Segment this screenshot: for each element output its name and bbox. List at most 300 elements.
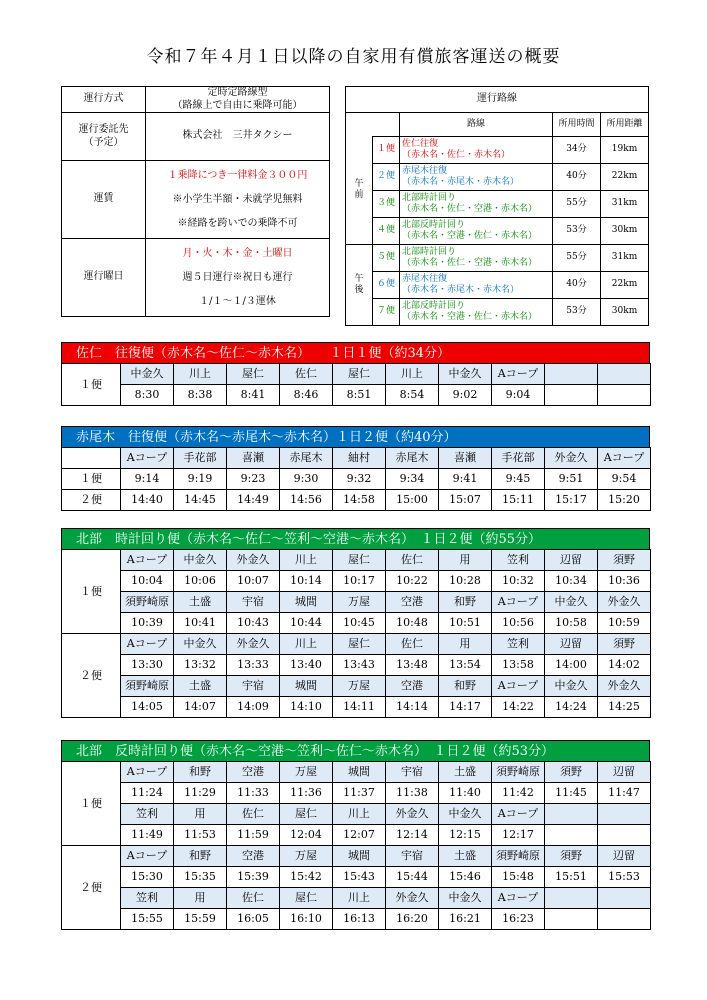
departure-time: 15:46 xyxy=(439,867,492,888)
route-name xyxy=(400,245,553,272)
departure-time: 10:39 xyxy=(121,613,174,634)
route-name-sub: （赤木名・空港・佐仁・赤木名） xyxy=(402,312,538,322)
departure-time: 15:42 xyxy=(280,867,333,888)
stop-name xyxy=(545,804,598,825)
stop-name: 佐仁 xyxy=(386,550,439,571)
route-name-sub: （赤木名・空港・佐仁・赤木名） xyxy=(402,231,538,241)
departure-time xyxy=(598,825,651,846)
stop-name: 空港 xyxy=(386,592,439,613)
stop-name: 須野 xyxy=(545,846,598,867)
timetable xyxy=(61,761,651,930)
route-name xyxy=(400,164,553,191)
departure-time: 15:35 xyxy=(174,867,227,888)
operation-overview-table xyxy=(61,86,330,317)
departure-time: 8:54 xyxy=(386,385,439,406)
stop-name: 宇宿 xyxy=(386,762,439,783)
route-bin: ３便 xyxy=(373,191,400,218)
route-time: 53分 xyxy=(553,218,601,245)
departure-time: 11:42 xyxy=(492,783,545,804)
departure-time: 9:51 xyxy=(545,469,598,490)
stop-name: 万屋 xyxy=(280,846,333,867)
stop-name: 川上 xyxy=(174,364,227,385)
stop-name: 屋仁 xyxy=(333,364,386,385)
time-row xyxy=(62,490,651,511)
section-title: 赤尾木 往復便（赤木名～赤尾木～赤木名）１日２便（約40分） xyxy=(61,426,650,447)
departure-time: 16:20 xyxy=(386,909,439,930)
departure-time: 14:02 xyxy=(598,655,651,676)
stop-name: 辺留 xyxy=(545,634,598,655)
departure-time: 14:09 xyxy=(227,697,280,718)
departure-time: 14:10 xyxy=(280,697,333,718)
departure-time: 10:34 xyxy=(545,571,598,592)
departure-time: 13:40 xyxy=(280,655,333,676)
departure-time: 15:39 xyxy=(227,867,280,888)
stop-name xyxy=(545,364,598,385)
stop-name: 屋仁 xyxy=(227,364,280,385)
section-title: 北部 反時計回り便（赤木名～空港～笠利～佐仁～赤木名） １日２便（約53分） xyxy=(61,740,650,761)
departure-time: 11:36 xyxy=(280,783,333,804)
route-name-sub: （赤木名・佐仁・空港・赤木名） xyxy=(402,258,538,268)
departure-time: 14:17 xyxy=(439,697,492,718)
stop-name: Aコープ xyxy=(492,592,545,613)
route-name-sub: （赤木名・赤尾木・赤木名） xyxy=(402,285,520,295)
stop-name: 笠利 xyxy=(121,888,174,909)
stop-name: 川上 xyxy=(333,804,386,825)
departure-time: 16:10 xyxy=(280,909,333,930)
col-time: 所用時間 xyxy=(553,113,601,137)
stop-name: 宇宿 xyxy=(227,676,280,697)
stop-name: 笠利 xyxy=(121,804,174,825)
stop-name: 屋仁 xyxy=(333,550,386,571)
stop-name: 喜瀬 xyxy=(439,448,492,469)
departure-time: 11:37 xyxy=(333,783,386,804)
run-label: ２便 xyxy=(62,490,121,511)
departure-time: 10:06 xyxy=(174,571,227,592)
time-row xyxy=(62,385,651,406)
stop-name: 中金久 xyxy=(121,364,174,385)
departure-time: 15:11 xyxy=(492,490,545,511)
departure-time: 13:32 xyxy=(174,655,227,676)
stop-name: 川上 xyxy=(386,364,439,385)
departure-time: 15:55 xyxy=(121,909,174,930)
departure-time: 11:38 xyxy=(386,783,439,804)
route-name-sub: （赤木名・赤尾木・赤木名） xyxy=(402,177,520,187)
departure-time: 10:59 xyxy=(598,613,651,634)
stop-name: 和野 xyxy=(174,762,227,783)
stop-name: Aコープ xyxy=(492,364,545,385)
timetable-section xyxy=(61,740,650,930)
days-label: 運行曜日 xyxy=(62,239,146,317)
stop-row xyxy=(62,804,651,825)
departure-time: 12:07 xyxy=(333,825,386,846)
stop-name: 辺留 xyxy=(545,550,598,571)
days-line: １/１～１/３運休 xyxy=(199,295,276,307)
stop-name: 万屋 xyxy=(333,676,386,697)
operation-label: 運行方式 xyxy=(62,87,146,113)
timetable-section xyxy=(61,342,650,406)
time-row xyxy=(62,469,651,490)
route-distance: 30km xyxy=(601,299,649,326)
contractor-label: 運行委託先 （予定） xyxy=(62,113,146,161)
stop-name xyxy=(545,888,598,909)
departure-time: 11:47 xyxy=(598,783,651,804)
stop-name: 土盛 xyxy=(174,592,227,613)
departure-time: 14:00 xyxy=(545,655,598,676)
route-time: 40分 xyxy=(553,164,601,191)
section-title: 北部 時計回り便（赤木名～佐仁～笠利～空港～赤木名） １日２便（約55分） xyxy=(61,528,650,549)
departure-time: 13:33 xyxy=(227,655,280,676)
section-title: 佐仁 往復便（赤木名～佐仁～赤木名） １日１便（約34分） xyxy=(61,342,650,363)
departure-time: 9:54 xyxy=(598,469,651,490)
departure-time: 14:22 xyxy=(492,697,545,718)
route-name xyxy=(400,191,553,218)
departure-time: 16:23 xyxy=(492,909,545,930)
stop-name: 中金久 xyxy=(545,592,598,613)
departure-time: 9:45 xyxy=(492,469,545,490)
departure-time: 13:48 xyxy=(386,655,439,676)
stop-name: 宇宿 xyxy=(386,846,439,867)
timetable xyxy=(61,363,651,406)
departure-time: 10:58 xyxy=(545,613,598,634)
stop-name: 空港 xyxy=(386,676,439,697)
route-name-main: 赤尾木往復 xyxy=(402,273,448,284)
stop-name: 外金久 xyxy=(386,888,439,909)
stop-name: 城間 xyxy=(333,846,386,867)
route-distance: 31km xyxy=(601,191,649,218)
stop-name: 辺留 xyxy=(598,762,651,783)
departure-time: 14:25 xyxy=(598,697,651,718)
route-time: 34分 xyxy=(553,137,601,164)
stop-name: 紬村 xyxy=(333,448,386,469)
stop-name: Aコープ xyxy=(121,550,174,571)
route-row xyxy=(346,218,649,245)
departure-time: 16:05 xyxy=(227,909,280,930)
departure-time: 12:14 xyxy=(386,825,439,846)
route-name xyxy=(400,218,553,245)
route-bin: ７便 xyxy=(373,299,400,326)
blank-cell xyxy=(62,448,121,469)
stop-name: 外金久 xyxy=(227,634,280,655)
stop-name: 川上 xyxy=(280,634,333,655)
stop-name: 中金久 xyxy=(174,634,227,655)
run-label: １便 xyxy=(62,469,121,490)
route-name-main: 北部時計回り xyxy=(402,192,457,203)
stop-name xyxy=(598,804,651,825)
departure-time: 15:20 xyxy=(598,490,651,511)
stop-name: Aコープ xyxy=(121,846,174,867)
stop-row xyxy=(62,762,651,783)
departure-time: 10:36 xyxy=(598,571,651,592)
col-dist: 所用距離 xyxy=(601,113,649,137)
route-distance: 22km xyxy=(601,272,649,299)
departure-time: 15:59 xyxy=(174,909,227,930)
stop-name: 万屋 xyxy=(280,762,333,783)
departure-time: 9:23 xyxy=(227,469,280,490)
departure-time: 14:14 xyxy=(386,697,439,718)
stop-name: 空港 xyxy=(227,846,280,867)
route-distance: 22km xyxy=(601,164,649,191)
departure-time: 14:58 xyxy=(333,490,386,511)
route-list-header: 運行路線 xyxy=(346,87,649,113)
stop-name: 手花部 xyxy=(174,448,227,469)
departure-time: 10:17 xyxy=(333,571,386,592)
contractor-value: 株式会社 三井タクシー xyxy=(146,113,330,161)
departure-time: 13:30 xyxy=(121,655,174,676)
route-time: 55分 xyxy=(553,191,601,218)
departure-time: 11:33 xyxy=(227,783,280,804)
departure-time: 11:49 xyxy=(121,825,174,846)
timetable-section xyxy=(61,426,650,511)
departure-time: 9:19 xyxy=(174,469,227,490)
departure-time: 16:13 xyxy=(333,909,386,930)
stop-name: Aコープ xyxy=(121,448,174,469)
departure-time: 15:53 xyxy=(598,867,651,888)
departure-time: 13:58 xyxy=(492,655,545,676)
stop-name: 外金久 xyxy=(598,592,651,613)
stop-name: 屋仁 xyxy=(280,888,333,909)
run-label: ２便 xyxy=(62,846,121,930)
stop-row xyxy=(62,448,651,469)
route-row xyxy=(346,272,649,299)
route-name xyxy=(400,299,553,326)
stop-name: 須野崎原 xyxy=(121,592,174,613)
departure-time: 10:56 xyxy=(492,613,545,634)
departure-time: 9:02 xyxy=(439,385,492,406)
departure-time: 15:51 xyxy=(545,867,598,888)
departure-time: 9:34 xyxy=(386,469,439,490)
stop-row xyxy=(62,364,651,385)
departure-time: 8:41 xyxy=(227,385,280,406)
route-time: 53分 xyxy=(553,299,601,326)
stop-name: 外金久 xyxy=(598,676,651,697)
departure-time: 8:38 xyxy=(174,385,227,406)
departure-time xyxy=(545,385,598,406)
stop-name: 用 xyxy=(174,888,227,909)
stop-name: 城間 xyxy=(280,676,333,697)
route-name xyxy=(400,137,553,164)
stop-name: 佐仁 xyxy=(280,364,333,385)
run-label: １便 xyxy=(62,550,121,634)
stop-name: 屋仁 xyxy=(333,634,386,655)
stop-name: Aコープ xyxy=(121,762,174,783)
departure-time: 11:45 xyxy=(545,783,598,804)
stop-name: Aコープ xyxy=(492,888,545,909)
stop-name: 和野 xyxy=(174,846,227,867)
route-row xyxy=(346,245,649,272)
stop-name: 外金久 xyxy=(545,448,598,469)
stop-name: 手花部 xyxy=(492,448,545,469)
departure-time: 10:28 xyxy=(439,571,492,592)
departure-time: 10:14 xyxy=(280,571,333,592)
route-row xyxy=(346,299,649,326)
route-bin: ５便 xyxy=(373,245,400,272)
route-time: 40分 xyxy=(553,272,601,299)
days-line: 週５日運行※祝日も運行 xyxy=(182,271,293,283)
departure-time xyxy=(545,825,598,846)
stop-name xyxy=(598,364,651,385)
stop-name: 用 xyxy=(439,634,492,655)
stop-name: 須野 xyxy=(598,550,651,571)
departure-time: 10:32 xyxy=(492,571,545,592)
stop-name: 笠利 xyxy=(492,634,545,655)
stop-name: 宇宿 xyxy=(227,592,280,613)
time-row xyxy=(62,783,651,804)
stop-name: 屋仁 xyxy=(280,804,333,825)
route-bin: ４便 xyxy=(373,218,400,245)
time-row xyxy=(62,571,651,592)
stop-name: 辺留 xyxy=(598,846,651,867)
stop-name: 和野 xyxy=(439,592,492,613)
departure-time: 9:30 xyxy=(280,469,333,490)
stop-row xyxy=(62,888,651,909)
stop-name: 佐仁 xyxy=(227,804,280,825)
route-distance: 19km xyxy=(601,137,649,164)
departure-time: 14:49 xyxy=(227,490,280,511)
departure-time: 15:44 xyxy=(386,867,439,888)
departure-time: 15:17 xyxy=(545,490,598,511)
stop-row xyxy=(62,634,651,655)
timetable xyxy=(61,447,651,511)
stop-name: 川上 xyxy=(333,888,386,909)
fare-line: １乗降につき一律料金３００円 xyxy=(167,169,308,181)
stop-name: 中金久 xyxy=(545,676,598,697)
stop-name: 土盛 xyxy=(439,846,492,867)
departure-time: 11:59 xyxy=(227,825,280,846)
departure-time: 13:43 xyxy=(333,655,386,676)
stop-name: Aコープ xyxy=(492,804,545,825)
run-label: ２便 xyxy=(62,634,121,718)
run-label: １便 xyxy=(62,762,121,846)
stop-name: 外金久 xyxy=(386,804,439,825)
fare-line: ※小学生半額・未就学児無料 xyxy=(172,193,303,205)
days-value xyxy=(146,239,330,317)
time-row xyxy=(62,909,651,930)
route-name-main: 北部時計回り xyxy=(402,246,457,257)
stop-name: 須野 xyxy=(545,762,598,783)
departure-time: 12:15 xyxy=(439,825,492,846)
stop-name: 空港 xyxy=(227,762,280,783)
departure-time xyxy=(598,385,651,406)
departure-time: 11:53 xyxy=(174,825,227,846)
departure-time: 9:41 xyxy=(439,469,492,490)
route-row xyxy=(346,191,649,218)
departure-time: 15:07 xyxy=(439,490,492,511)
route-bin: １便 xyxy=(373,137,400,164)
stop-name: Aコープ xyxy=(598,448,651,469)
stop-row xyxy=(62,550,651,571)
stop-name: 中金久 xyxy=(439,888,492,909)
departure-time: 14:07 xyxy=(174,697,227,718)
route-list-table xyxy=(345,86,649,326)
fare-line: ※経路を跨いでの乗降不可 xyxy=(177,217,298,229)
departure-time: 13:54 xyxy=(439,655,492,676)
stop-name: 川上 xyxy=(280,550,333,571)
am-label: 午 前 xyxy=(346,137,373,245)
departure-time: 14:45 xyxy=(174,490,227,511)
stop-name: 須野崎原 xyxy=(492,846,545,867)
route-distance: 31km xyxy=(601,245,649,272)
stop-name: 中金久 xyxy=(439,364,492,385)
stop-name: 須野崎原 xyxy=(121,676,174,697)
departure-time: 12:04 xyxy=(280,825,333,846)
stop-name: 佐仁 xyxy=(227,888,280,909)
stop-name: 赤尾木 xyxy=(280,448,333,469)
timetable-section xyxy=(61,528,650,718)
route-distance: 30km xyxy=(601,218,649,245)
stop-name: 喜瀬 xyxy=(227,448,280,469)
departure-time: 10:43 xyxy=(227,613,280,634)
stop-name: 土盛 xyxy=(174,676,227,697)
departure-time: 11:29 xyxy=(174,783,227,804)
stop-name: 城間 xyxy=(333,762,386,783)
departure-time: 14:05 xyxy=(121,697,174,718)
route-name-sub: （赤木名・佐仁・空港・赤木名） xyxy=(402,204,538,214)
stop-name: 須野崎原 xyxy=(492,762,545,783)
departure-time xyxy=(545,909,598,930)
departure-time: 10:41 xyxy=(174,613,227,634)
departure-time: 10:22 xyxy=(386,571,439,592)
departure-time: 14:40 xyxy=(121,490,174,511)
departure-time: 14:24 xyxy=(545,697,598,718)
departure-time: 10:04 xyxy=(121,571,174,592)
departure-time: 11:24 xyxy=(121,783,174,804)
departure-time: 14:56 xyxy=(280,490,333,511)
departure-time: 8:30 xyxy=(121,385,174,406)
departure-time: 12:17 xyxy=(492,825,545,846)
stop-name: 中金久 xyxy=(439,804,492,825)
timetable xyxy=(61,549,651,718)
pm-label: 午 後 xyxy=(346,245,373,326)
page-title: 令和７年４月１日以降の自家用有償旅客運送の概要 xyxy=(146,47,561,67)
route-bin: ６便 xyxy=(373,272,400,299)
stop-name: 笠利 xyxy=(492,550,545,571)
time-row xyxy=(62,867,651,888)
days-line: 月・火・木・金・土曜日 xyxy=(182,247,293,259)
stop-name xyxy=(598,888,651,909)
departure-time: 11:40 xyxy=(439,783,492,804)
stop-name: 土盛 xyxy=(439,762,492,783)
stop-name: 外金久 xyxy=(227,550,280,571)
stop-name: 用 xyxy=(174,804,227,825)
stop-name: 佐仁 xyxy=(386,634,439,655)
departure-time xyxy=(598,909,651,930)
time-row xyxy=(62,697,651,718)
stop-row xyxy=(62,676,651,697)
departure-time: 14:11 xyxy=(333,697,386,718)
departure-time: 15:43 xyxy=(333,867,386,888)
fare-value xyxy=(146,161,330,239)
time-row xyxy=(62,613,651,634)
route-name xyxy=(400,272,553,299)
departure-time: 10:44 xyxy=(280,613,333,634)
departure-time: 15:00 xyxy=(386,490,439,511)
stop-row xyxy=(62,846,651,867)
departure-time: 9:04 xyxy=(492,385,545,406)
departure-time: 10:45 xyxy=(333,613,386,634)
stop-name: 赤尾木 xyxy=(386,448,439,469)
stop-name: Aコープ xyxy=(121,634,174,655)
run-label: １便 xyxy=(62,364,121,406)
departure-time: 8:46 xyxy=(280,385,333,406)
time-row xyxy=(62,655,651,676)
departure-time: 15:30 xyxy=(121,867,174,888)
route-time: 55分 xyxy=(553,245,601,272)
route-bin: ２便 xyxy=(373,164,400,191)
stop-name: 城間 xyxy=(280,592,333,613)
departure-time: 10:51 xyxy=(439,613,492,634)
stop-row xyxy=(62,592,651,613)
route-name-sub: （赤木名・佐仁・赤木名） xyxy=(402,150,511,160)
